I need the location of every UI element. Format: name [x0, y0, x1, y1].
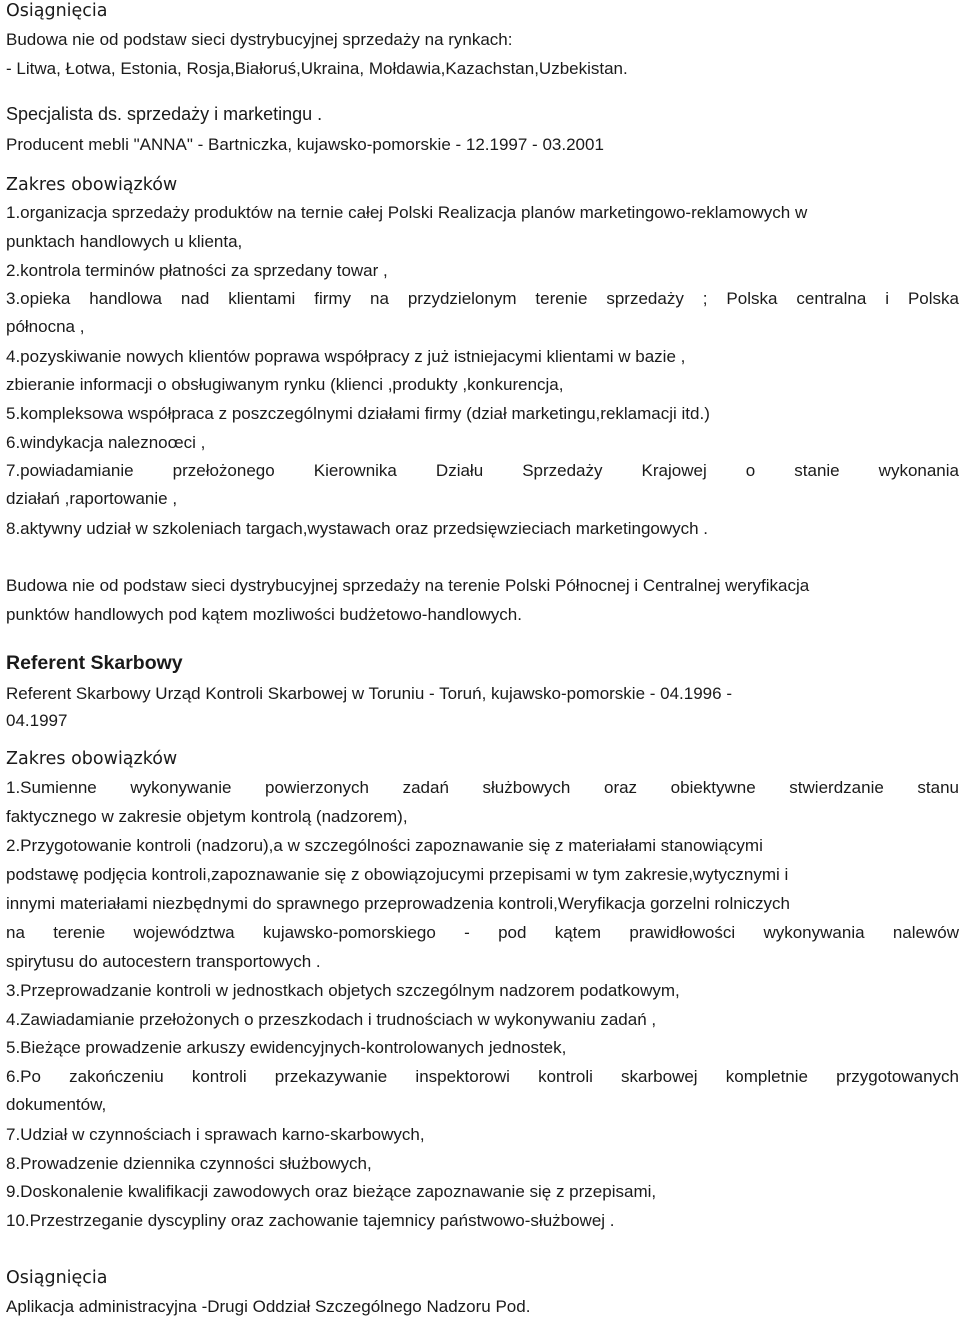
duty-line: 5.Bieżące prowadzenie arkuszy ewidencyjnych-kontrolowanych jednostek,	[6, 1038, 567, 1057]
job-company: Producent mebli "ANNA" - Bartniczka, kujawsko-pomorskie - 12.1997 - 03.2001	[6, 135, 604, 154]
duty-line: 1.Sumienne wykonywanie powierzonych zadań służbowych oraz obiektywne stwierdzanie stanu	[6, 778, 959, 797]
duty-line: 3.opieka handlowa nad klientami firmy na przydzielonym terenie sprzedaży ; Polska centralna i Polska	[6, 289, 959, 308]
duty-line: 2.Przygotowanie kontroli (nadzoru),a w szczególności zapoznawanie się z materiałami stanowiącymi	[6, 836, 763, 855]
duty-line: działań ,raportowanie ,	[6, 489, 178, 508]
duty-line: podstawę podjęcia kontroli,zapoznawanie się z obowiązojucymi przepisami w tym zakresie,wytycznymi i	[6, 865, 789, 884]
duties-heading: Zakres obowiązków	[6, 749, 178, 769]
duty-line: 4.pozyskiwanie nowych klientów poprawa współpracy z już istniejacymi klientami w bazie ,	[6, 347, 686, 366]
duty-line: 3.Przeprowadzanie kontroli w jednostkach objetych szczególnym nadzorem podatkowym,	[6, 981, 680, 1000]
achievements-heading: Osiągnięcia	[6, 1268, 108, 1288]
duty-line: 8.aktywny udział w szkoleniach targach,wystawach oraz przedsięwzieciach marketingowych .	[6, 519, 709, 538]
achievement-text: punktów handlowych pod kątem mozliwości budżetowo-handlowych.	[6, 605, 522, 624]
duty-line: dokumentów,	[6, 1095, 107, 1114]
duty-line: 5.kompleksowa współpraca z poszczególnymi działami firmy (dział marketingu,reklamacji itd.)	[6, 404, 710, 423]
duty-line: 7.Udział w czynnościach i sprawach karno-skarbowych,	[6, 1125, 425, 1144]
achievement-text: Budowa nie od podstaw sieci dystrybucyjnej sprzedaży na terenie Polski Północnej i Centralnej weryfikacja	[6, 576, 810, 595]
duty-line: innymi materiałami niezbędnymi do sprawnego przeprowadzenia kontroli,Weryfikacja gorzelni rolniczych	[6, 894, 790, 913]
duty-line: na terenie województwa kujawsko-pomorskiego - pod kątem prawidłowości wykonywania nalewów	[6, 923, 959, 942]
duty-line: spirytusu do autocestern transportowych .	[6, 952, 321, 971]
achievement-text: Aplikacja administracyjna -Drugi Oddział Szczególnego Nadzoru Pod.	[6, 1297, 531, 1316]
duty-line: zbieranie informacji o obsługiwanym rynku (klienci ,produkty ,konkurencja,	[6, 375, 564, 394]
achievement-text: Budowa nie od podstaw sieci dystrybucyjnej sprzedaży na rynkach:	[6, 30, 513, 49]
duty-line: 2.kontrola terminów płatności za sprzedany towar ,	[6, 261, 388, 280]
duty-line: 8.Prowadzenie dziennika czynności służbowych,	[6, 1154, 372, 1173]
duties-heading: Zakres obowiązków	[6, 175, 178, 195]
achievements-heading: Osiągnięcia	[6, 1, 108, 21]
job-title: Specjalista ds. sprzedaży i marketingu .	[6, 104, 323, 124]
duty-line: 9.Doskonalenie kwalifikacji zawodowych oraz bieżące zapoznawanie się z przepisami,	[6, 1182, 657, 1201]
duty-line: 4.Zawiadamianie przełożonych o przeszkodach i trudnościach w wykonywaniu zadań ,	[6, 1010, 657, 1029]
duty-line: 7.powiadamianie przełożonego Kierownika Działu Sprzedaży Krajowej o stanie wykonania	[6, 461, 959, 480]
duty-line: 6.windykacja naleznoœci ,	[6, 433, 206, 452]
duty-line: faktycznego w zakresie objetym kontrolą (nadzorem),	[6, 807, 408, 826]
duty-line: punktach handlowych u klienta,	[6, 232, 243, 251]
duty-line: północna ,	[6, 317, 85, 336]
duty-line: 10.Przestrzeganie dyscypliny oraz zachowanie tajemnicy państwowo-służbowej .	[6, 1211, 615, 1230]
achievement-text: - Litwa, Łotwa, Estonia, Rosja,Białoruś,Ukraina, Mołdawia,Kazachstan,Uzbekistan.	[6, 59, 628, 78]
job-company: 04.1997	[6, 711, 68, 730]
job-company: Referent Skarbowy Urząd Kontroli Skarbowej w Toruniu - Toruń, kujawsko-pomorskie - 04.1996 -	[6, 684, 732, 703]
job-title: Referent Skarbowy	[6, 652, 183, 674]
duty-line: 6.Po zakończeniu kontroli przekazywanie inspektorowi kontroli skarbowej kompletnie przygotowanych	[6, 1067, 959, 1086]
duty-line: 1.organizacja sprzedaży produktów na ternie całej Polski Realizacja planów marketingowo-reklamowych w	[6, 203, 808, 222]
